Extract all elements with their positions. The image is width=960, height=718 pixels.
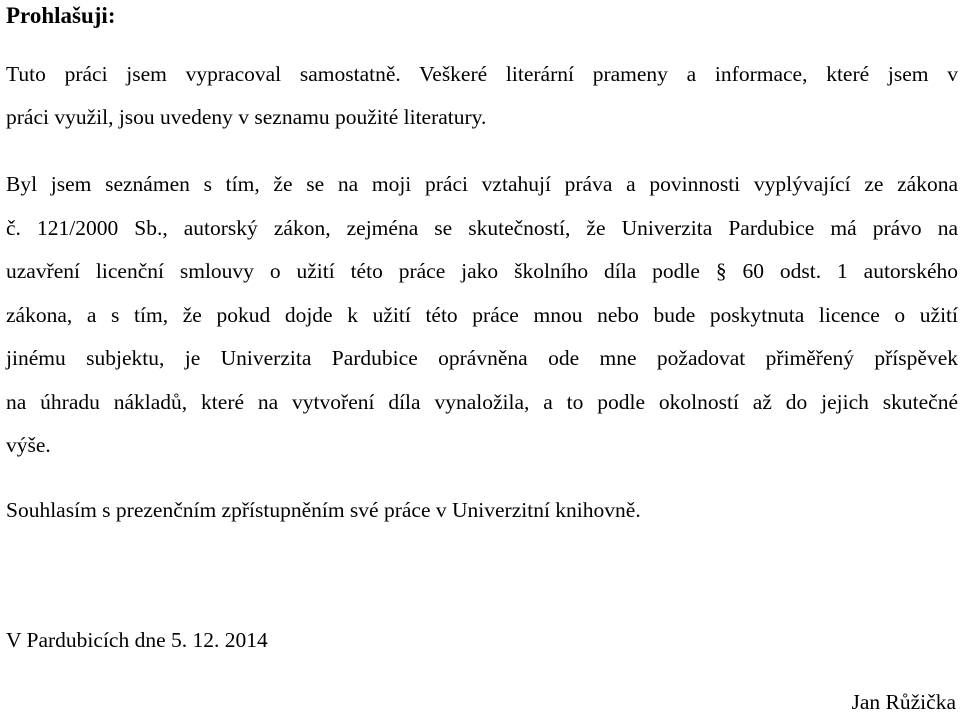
paragraph-line: na úhradu nákladů, které na vytvoření díla vynaložila, a to podle okolností až do jejich skutečné	[6, 389, 958, 414]
paragraph-line: uzavření licenční smlouvy o užití této práce jako školního díla podle § 60 odst. 1 autorského	[6, 259, 958, 283]
paragraph-line: č. 121/2000 Sb., autorský zákon, zejména se skutečností, že Univerzita Pardubice má právo na	[6, 215, 958, 240]
paragraph-line: Tuto práci jsem vypracoval samostatně. Veškeré literární prameny a informace, které jsem v	[6, 62, 958, 86]
author-signature: Jan Růžička	[851, 690, 956, 714]
paragraph-line: zákona, a s tím, že pokud dojde k užití této práce mnou nebo bude poskytnuta licence o užití	[6, 302, 958, 327]
originality-paragraph	[6, 53, 958, 139]
date-line: V Pardubicích dne 5. 12. 2014	[6, 628, 268, 652]
declaration-heading: Prohlašuji:	[6, 3, 116, 28]
paragraph-line: jinému subjektu, je Univerzita Pardubice oprávněna ode mne požadovat přiměřený příspěvek	[6, 346, 958, 370]
library-consent-paragraph: Souhlasím s prezenčním zpřístupněním své práce v Univerzitní knihovně.	[6, 498, 641, 522]
paragraph-line: výše.	[6, 433, 51, 457]
paragraph-line: práci využil, jsou uvedeny v seznamu použité literatury.	[6, 105, 487, 129]
copyright-paragraph	[6, 163, 958, 468]
paragraph-line: Byl jsem seznámen s tím, že se na moji práci vztahují práva a povinnosti vyplývající ze zákona	[6, 172, 958, 196]
